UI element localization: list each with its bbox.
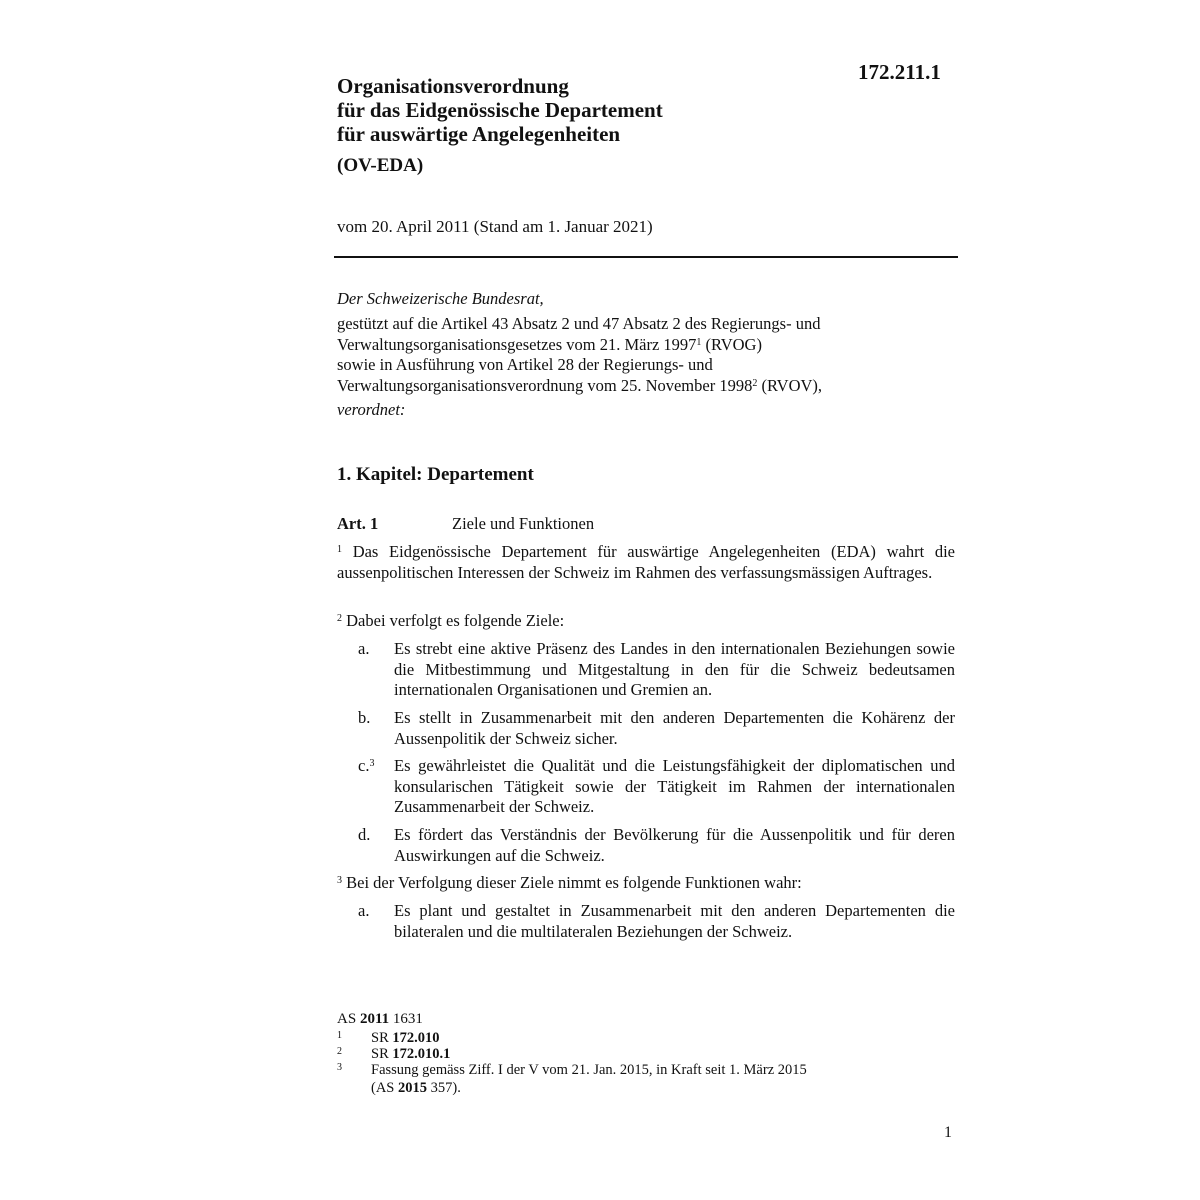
preamble-line: Verwaltungsorganisationsgesetzes vom 21. März 1997$^1$ (RVOG) xyxy=(337,334,762,354)
title-line: für das Eidgenössische Departement xyxy=(337,98,663,122)
item-text: Es strebt eine aktive Präsenz des Landes in den internationalen Beziehungen sowie die Mitbestimmung und Mitgestaltung in den für die Schweiz bedeutsamen internationalen Organisationen und Gremien an. xyxy=(394,639,955,699)
sr-number: 172.211.1 xyxy=(858,60,941,84)
item-label: d. xyxy=(358,825,371,844)
article-paragraph-2: $^2$ Dabei verfolgt es folgende Ziele: xyxy=(337,611,565,630)
paragraph-number: 2 xyxy=(337,613,342,624)
footnote-number: 1 xyxy=(337,1030,342,1041)
paragraph-number: 1 xyxy=(337,544,342,555)
paragraph-number: 3 xyxy=(337,875,342,886)
title-line: für auswärtige Angelegenheiten xyxy=(337,122,621,146)
footnote-text: Fassung gemäss Ziff. I der V vom 21. Jan. 2015, in Kraft seit 1. März 2015 xyxy=(371,1062,807,1078)
preamble-body xyxy=(337,314,957,396)
article-paragraph-1: $^1$ Das Eidgenössische Departement für auswärtige Angelegenheiten (EDA) wahrt die aussenpolitischen Interessen der Schweiz im Rahmen des verfassungsmässigen Auftrages. xyxy=(337,542,955,582)
footnote-continuation: (AS 2015 357). xyxy=(371,1080,461,1096)
preamble-line: Verwaltungsorganisationsverordnung vom 25. November 1998$^2$ (RVOV), xyxy=(337,375,823,395)
item-text: Es fördert das Verständnis der Bevölkerung für die Aussenpolitik und für deren Auswirkungen auf die Schweiz. xyxy=(394,825,955,865)
footnote-number: 3 xyxy=(337,1062,342,1073)
footnote-text: SR 172.010.1 xyxy=(371,1046,451,1062)
footnote-ref[interactable]: 3 xyxy=(369,758,375,769)
document-abbreviation: (OV-EDA) xyxy=(337,155,424,176)
item-label: b. xyxy=(358,708,371,727)
item-text: Es plant und gestaltet in Zusammenarbeit mit den anderen Departementen die bilateralen und die multilateralen Beziehungen der Schweiz. xyxy=(394,901,955,941)
article-paragraph-3: $^3$ Bei der Verfolgung dieser Ziele nimmt es folgende Funktionen wahr: xyxy=(337,873,802,892)
preamble-line: sowie in Ausführung von Artikel 28 der Regierungs- und xyxy=(337,355,713,374)
item-label: c.$^3$ xyxy=(358,756,375,775)
footnote-ref[interactable]: 1 xyxy=(696,336,702,348)
article-number: Art. 1 xyxy=(337,514,379,533)
title-line: Organisationsverordnung xyxy=(337,74,569,98)
item-label: a. xyxy=(358,901,370,920)
footnote-text: SR 172.010 xyxy=(371,1030,440,1046)
article-title: Ziele und Funktionen xyxy=(452,514,595,533)
preamble-line: gestützt auf die Artikel 43 Absatz 2 und 47 Absatz 2 des Regierungs- und xyxy=(337,314,821,333)
item-label: a. xyxy=(358,639,370,658)
page-number: 1 xyxy=(944,1124,952,1141)
item-text: Es stellt in Zusammenarbeit mit den anderen Departementen die Kohärenz der Aussenpolitik der Schweiz sicher. xyxy=(394,708,955,748)
preamble-intro: Der Schweizerische Bundesrat, xyxy=(337,289,544,308)
footnote-ref[interactable]: 2 xyxy=(752,377,758,389)
item-text: Es gewährleistet die Qualität und die Leistungsfähigkeit der diplomatischen und konsularischen Tätigkeit sowie der Tätigkeit im Rahmen der internationalen Zusammenarbeit der Schweiz. xyxy=(394,756,955,816)
header-divider xyxy=(334,256,958,258)
footnote-number: 2 xyxy=(337,1046,342,1057)
document-title xyxy=(337,74,663,146)
date-line: vom 20. April 2011 (Stand am 1. Januar 2021) xyxy=(337,217,653,236)
preamble-outro: verordnet: xyxy=(337,400,406,419)
footnote-as-reference: AS 2011 1631 xyxy=(337,1011,423,1027)
chapter-heading: 1. Kapitel: Departement xyxy=(337,464,534,485)
